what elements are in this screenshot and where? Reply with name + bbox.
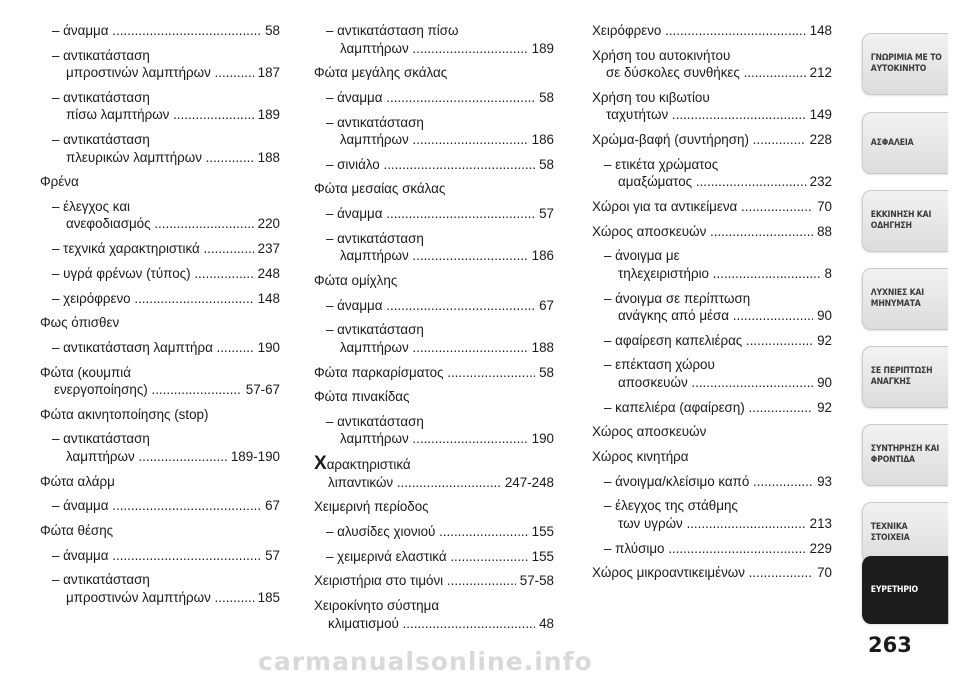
index-entry-term: Φώτα πινακίδας bbox=[314, 389, 410, 405]
index-entry-page: 57-67 bbox=[245, 382, 280, 398]
index-entry-term: – αλυσίδες χιονιού ..... bbox=[326, 523, 528, 541]
index-entry-term: – αντικατάσταση bbox=[52, 47, 150, 63]
index-entry-term: Φώτα παρκαρίσματος ..... bbox=[314, 364, 535, 382]
index-entry-term: – καπελιέρα (αφαίρεση) ..... bbox=[604, 399, 813, 417]
index-entry-term: Χαρακτηριστικά bbox=[314, 455, 411, 475]
index-entry bbox=[314, 114, 554, 149]
index-entry-term: – επέκταση χώρου bbox=[604, 357, 715, 373]
index-entry-page: 155 bbox=[531, 524, 554, 539]
index-entry-term: – αντικατάσταση πίσω bbox=[326, 23, 459, 38]
index-entry bbox=[592, 473, 832, 491]
index-entry-term: – υγρά φρένων (τύπος) ..... bbox=[52, 265, 254, 283]
index-entry-page: 248 bbox=[257, 265, 280, 281]
index-entry-page: 213 bbox=[809, 515, 832, 531]
index-entry-page: 58 bbox=[539, 364, 554, 380]
index-entry-page: 220 bbox=[257, 216, 280, 232]
index-entry-page: 90 bbox=[817, 308, 832, 323]
index-entry-term: – πλύσιμο ..... bbox=[604, 540, 806, 558]
index-entry-page: 190 bbox=[257, 339, 280, 355]
index-entry-term-cont: λαμπτήρων ..... bbox=[326, 247, 528, 265]
index-entry-term-cont: λαμπτήρων ..... bbox=[326, 40, 528, 58]
index-entry-page: 185 bbox=[257, 589, 280, 605]
index-entry-page: 237 bbox=[257, 241, 280, 257]
index-entry-page: 90 bbox=[817, 374, 832, 390]
section-tab[interactable]: ΑΣΦΑΛΕΙΑ bbox=[862, 112, 948, 174]
index-entry bbox=[40, 406, 280, 424]
index-entry-term: Χρώμα-βαφή (συντήρηση) ..... bbox=[592, 131, 806, 149]
index-entry-term: – ετικέτα χρώματος bbox=[604, 156, 719, 172]
index-entry bbox=[314, 89, 554, 107]
index-entry-term: – σινιάλο ..... bbox=[326, 156, 535, 174]
index-entry-page: 187 bbox=[257, 65, 280, 81]
index-entry-term: – αντικατάσταση bbox=[52, 431, 150, 447]
index-entry bbox=[314, 272, 554, 290]
index-entry-term-cont: των υγρών ..... bbox=[604, 515, 806, 533]
index-entry bbox=[592, 423, 832, 441]
index-entry bbox=[592, 131, 832, 149]
index-entry-term: – άναμμα ..... bbox=[326, 89, 535, 107]
index-entry bbox=[314, 498, 554, 516]
index-entry bbox=[314, 321, 554, 356]
index-entry bbox=[314, 205, 554, 223]
index-entry-page: 247-248 bbox=[504, 474, 554, 490]
index-entry-term: Χώρος κινητήρα bbox=[592, 448, 689, 464]
index-entry-term: – χειρόφρενο ..... bbox=[52, 290, 254, 308]
index-entry bbox=[314, 597, 554, 632]
index-entry-term: – αντικατάσταση λαμπτήρα ..... bbox=[52, 339, 254, 357]
index-entry bbox=[592, 47, 832, 82]
index-entry-term: – έλεγχος και bbox=[52, 198, 131, 214]
index-entry-page: 148 bbox=[257, 290, 280, 306]
index-entry-term: – άναμμα ..... bbox=[326, 297, 535, 315]
index-entry-term-cont: μπροστινών λαμπτήρων ..... bbox=[52, 64, 254, 82]
index-entry bbox=[314, 523, 554, 541]
index-entry bbox=[314, 156, 554, 174]
index-entry-term-cont: λιπαντικών ..... bbox=[314, 474, 501, 492]
index-entry-term-cont: λαμπτήρων ..... bbox=[326, 339, 528, 357]
index-entry-term-cont: πλευρικών λαμπτήρων ..... bbox=[52, 149, 254, 167]
index-entry-term-cont: πίσω λαμπτήρων ..... bbox=[52, 106, 254, 124]
index-entry bbox=[314, 572, 554, 590]
index-entry-term: – αντικατάσταση bbox=[52, 132, 150, 148]
index-entry-page: 189 bbox=[531, 40, 554, 56]
index-entry-term: Χώρος αποσκευών bbox=[592, 424, 707, 440]
index-column-1 bbox=[40, 22, 280, 614]
index-entry bbox=[40, 430, 280, 465]
index-entry bbox=[40, 22, 280, 40]
index-entry bbox=[40, 47, 280, 82]
index-entry bbox=[314, 364, 554, 382]
index-entry-page: 189 bbox=[257, 107, 280, 123]
index-entry-term: Χειρόφρενο ..... bbox=[592, 22, 806, 40]
index-entry-page: 58 bbox=[265, 23, 280, 38]
index-entry-term: – έλεγχος της στάθμης bbox=[604, 498, 738, 514]
index-entry-page: 93 bbox=[817, 473, 832, 489]
section-tab[interactable]: ΛΥΧΝΙΕΣ ΚΑΙ ΜΗΝΥΜΑΤΑ bbox=[862, 268, 948, 330]
index-entry-term: Φρένα bbox=[40, 174, 79, 190]
index-entry-term-cont: μπροστινών λαμπτήρων ..... bbox=[52, 589, 254, 607]
index-entry bbox=[592, 540, 832, 558]
index-entry bbox=[40, 314, 280, 332]
index-entry bbox=[40, 497, 280, 515]
index-entry bbox=[592, 247, 832, 282]
index-column-2 bbox=[314, 22, 554, 639]
index-entry-page: 188 bbox=[257, 149, 280, 165]
section-tab[interactable]: ΤΕΧΝΙΚΑ ΣΤΟΙΧΕΙΑ bbox=[862, 502, 948, 564]
index-entry bbox=[314, 455, 554, 491]
index-entry-term: Φώτα ακινητοποίησης (stop) bbox=[40, 406, 209, 422]
index-entry bbox=[592, 448, 832, 466]
index-entry-term: Χρήση του αυτοκινήτου bbox=[592, 47, 731, 63]
index-entry-page: 48 bbox=[539, 615, 554, 631]
index-entry-term-cont: κλιματισμού ..... bbox=[314, 615, 535, 633]
index-entry bbox=[40, 364, 280, 399]
index-entry bbox=[40, 173, 280, 191]
index-entry-term: Χειριστήρια στο τιμόνι ..... bbox=[314, 572, 516, 590]
index-entry bbox=[40, 265, 280, 283]
index-entry-term: – αντικατάσταση bbox=[52, 89, 150, 105]
index-entry-term: Χώρος μικροαντικειμένων ..... bbox=[592, 564, 813, 582]
index-entry-page: 148 bbox=[809, 23, 832, 38]
index-entry-term-cont: λαμπτήρων ..... bbox=[326, 131, 528, 149]
index-entry bbox=[40, 547, 280, 565]
index-entry-term-cont: σε δύσκολες συνθήκες ..... bbox=[592, 64, 806, 82]
index-entry bbox=[592, 198, 832, 216]
index-entry-term: Χώροι για τα αντικείμενα ..... bbox=[592, 198, 813, 216]
index-entry bbox=[314, 548, 554, 566]
index-entry-term: – άνοιγμα σε περίπτωση bbox=[604, 290, 751, 306]
index-entry-term: Φώτα ομίχλης bbox=[314, 273, 398, 288]
index-entry bbox=[592, 564, 832, 582]
section-tab[interactable]: ΣΕ ΠΕΡΙΠΤΩΣΗ ΑΝΑΓΚΗΣ bbox=[862, 346, 948, 408]
index-entry-term: – τεχνικά χαρακτηριστικά ..... bbox=[52, 240, 254, 258]
section-tab[interactable]: ΣΥΝΤΗΡΗΣΗ ΚΑΙ ΦΡΟΝΤΙΔΑ bbox=[862, 424, 948, 486]
index-entry-page: 189-190 bbox=[230, 448, 280, 464]
index-entry-term: Φώτα μεγάλης σκάλας bbox=[314, 65, 448, 81]
section-tabs bbox=[856, 0, 960, 677]
index-entry-term: Φώτα αλάρμ bbox=[40, 473, 115, 489]
index-entry-term-cont: αποσκευών ..... bbox=[604, 374, 813, 392]
index-entry-page: 57 bbox=[539, 206, 554, 222]
index-entry-page: 186 bbox=[531, 132, 554, 148]
index-entry bbox=[314, 180, 554, 198]
index-entry-term: – άναμμα ..... bbox=[52, 547, 261, 565]
index-entry-term: Χρήση του κιβωτίου bbox=[592, 89, 710, 105]
index-entry-page: 232 bbox=[809, 174, 832, 190]
index-entry bbox=[40, 198, 280, 233]
index-entry-term-cont: ενεργοποίησης) ..... bbox=[40, 381, 242, 399]
index-entry-page: 58 bbox=[539, 156, 554, 172]
index-entry-term: – άναμμα ..... bbox=[326, 205, 535, 223]
section-tab[interactable]: ΕΚΚΙΝΗΣΗ ΚΑΙ ΟΔΗΓΗΣΗ bbox=[862, 190, 948, 252]
index-entry bbox=[40, 339, 280, 357]
index-entry-page: 67 bbox=[265, 498, 280, 514]
index-entry-term: – άναμμα ..... bbox=[52, 22, 261, 40]
index-entry-term: – αντικατάσταση bbox=[326, 114, 424, 130]
index-entry-term: – αφαίρεση καπελιέρας ..... bbox=[604, 332, 813, 350]
index-entry-page: 92 bbox=[817, 332, 832, 348]
index-entry-page: 70 bbox=[817, 198, 832, 214]
index-entry-page: 57-58 bbox=[519, 573, 554, 589]
index-entry-page: 186 bbox=[531, 248, 554, 264]
index-entry-page: 8 bbox=[824, 265, 832, 281]
index-entry bbox=[592, 89, 832, 124]
index-entry-page: 229 bbox=[809, 540, 832, 556]
index-entry bbox=[592, 356, 832, 391]
index-entry-term: Φως όπισθεν bbox=[40, 315, 120, 331]
index-column-3 bbox=[592, 22, 832, 589]
index-entry bbox=[40, 473, 280, 491]
index-entry-term: – άνοιγμα με bbox=[604, 248, 680, 264]
index-entry bbox=[592, 290, 832, 325]
index-entry bbox=[40, 522, 280, 540]
index-entry-page: 88 bbox=[817, 223, 832, 239]
section-tab[interactable]: ΕΥΡΕΤΗΡΙΟ bbox=[862, 556, 948, 624]
index-entry-term: – αντικατάσταση bbox=[326, 230, 424, 246]
index-entry bbox=[314, 64, 554, 82]
index-entry bbox=[592, 156, 832, 191]
index-entry bbox=[314, 297, 554, 315]
index-entry-term-cont: λαμπτήρων ..... bbox=[52, 448, 227, 466]
index-entry bbox=[40, 240, 280, 258]
index-entry-term: Φώτα θέσης bbox=[40, 523, 114, 538]
index-entry-page: 188 bbox=[531, 339, 554, 355]
index-entry-page: 212 bbox=[809, 65, 832, 81]
index-entry bbox=[592, 399, 832, 417]
index-entry-term: – χειμερινά ελαστικά ..... bbox=[326, 548, 528, 566]
index-entry bbox=[40, 131, 280, 166]
index-entry-term-cont: λαμπτήρων ..... bbox=[326, 430, 528, 448]
index-entry-term: Φώτα (κουμπιά bbox=[40, 364, 131, 380]
section-tab[interactable]: ΓΝΩΡΙΜΙΑ ΜΕ ΤΟ ΑΥΤΟΚΙΝΗΤΟ bbox=[862, 33, 948, 95]
index-entry-term: Χειροκίνητο σύστημα bbox=[314, 598, 440, 614]
index-entry-term: Χειμερινή περίοδος bbox=[314, 499, 429, 515]
index-entry-page: 57 bbox=[265, 547, 280, 563]
index-entry bbox=[314, 413, 554, 448]
index-entry-term: – αντικατάσταση bbox=[326, 413, 424, 429]
index-entry-page: 149 bbox=[809, 107, 832, 123]
watermark: carmanualsonline.info bbox=[258, 647, 593, 676]
index-entry bbox=[314, 22, 554, 57]
index-entry-term: – άναμμα ..... bbox=[52, 497, 261, 515]
index-entry bbox=[40, 89, 280, 124]
index-entry bbox=[592, 332, 832, 350]
index-entry bbox=[592, 497, 832, 532]
index-entry-page: 228 bbox=[809, 132, 832, 148]
index-entry-page: 67 bbox=[539, 297, 554, 313]
index-entry-term: – άνοιγμα/κλείσιμο καπό ..... bbox=[604, 473, 813, 491]
index-entry bbox=[314, 388, 554, 406]
index-entry-term: – αντικατάσταση bbox=[52, 572, 150, 588]
index-entry-term: Φώτα μεσαίας σκάλας bbox=[314, 181, 446, 197]
index-entry-page: 58 bbox=[539, 89, 554, 105]
index-entry bbox=[592, 223, 832, 241]
index-entry-page: 190 bbox=[531, 431, 554, 447]
page-number: 263 bbox=[868, 633, 912, 657]
index-entry-term: Χώρος αποσκευών ..... bbox=[592, 223, 813, 241]
index-entry-page: 155 bbox=[531, 548, 554, 564]
index-entry bbox=[314, 230, 554, 265]
index-entry-term: – αντικατάσταση bbox=[326, 322, 424, 338]
index-entry bbox=[592, 22, 832, 40]
index-entry-term-cont: αμαξώματος ..... bbox=[604, 173, 806, 191]
index-entry-page: 70 bbox=[817, 565, 832, 581]
index-entry bbox=[40, 571, 280, 606]
index-entry-term-cont: ανεφοδιασμός ..... bbox=[52, 215, 254, 233]
index-entry-term-cont: τηλεχειριστήριο ..... bbox=[604, 265, 821, 283]
index-entry-term-cont: ανάγκης από μέσα ..... bbox=[604, 307, 813, 325]
index-entry-page: 92 bbox=[817, 399, 832, 415]
index-entry bbox=[40, 290, 280, 308]
index-entry-term-cont: ταχυτήτων ..... bbox=[592, 106, 806, 124]
